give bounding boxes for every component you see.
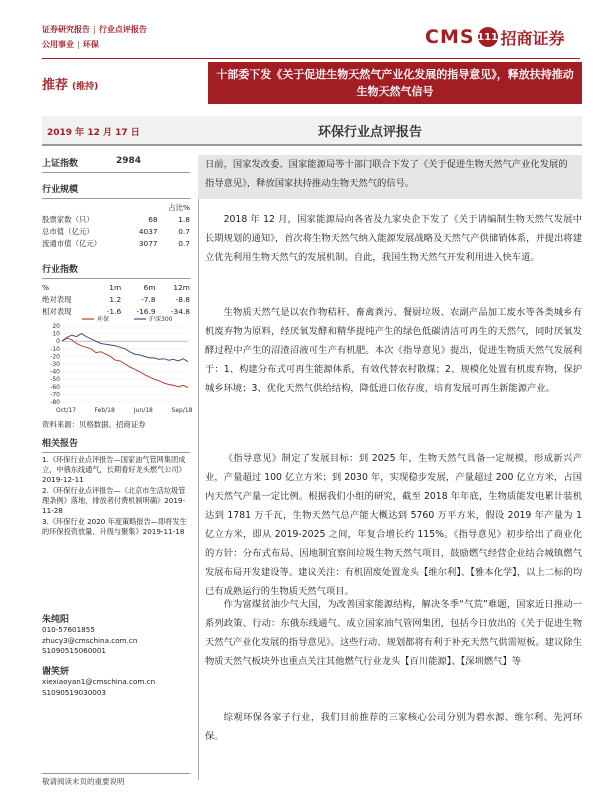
table-row [42, 281, 190, 293]
table-cell: -1.6 [106, 306, 122, 316]
chart-xtick-label: Jun/18 [133, 407, 153, 414]
author-phone: 010-57601855 [42, 625, 95, 634]
table-cell: 1.2 [109, 294, 122, 304]
chart-legend-label: 环保 [97, 316, 110, 323]
header-tag-type: 行业点评报告 [98, 25, 147, 34]
author-name: 谢笑妍 [42, 667, 70, 677]
paragraph-4: 作为富煤贫油少气大国，为改善国家能源结构，解决冬季“气荒”难题，国家近日推动一系列政策、行动：东俄东线通气、成立国家油气管网集团，包括今日放出的《关于促进生物天然气产业化发展的指导意见》。这些行动、规划都将有利于补充天然气供需短板。建议除生物质天然气板块外也重点关注其他燃气行业龙头【百川能源】、【深圳燃气】等 [205, 599, 582, 667]
logo-cms-text: CMS [425, 26, 475, 48]
author-block-1 [42, 612, 190, 657]
footer-note: 敬请阅读末页的重要说明 [42, 777, 125, 786]
related-title: 相关报告 [42, 439, 79, 449]
chart-ytick-label: -10 [50, 345, 60, 353]
footer-divider [42, 773, 190, 774]
table-cell: 4037 [138, 226, 158, 236]
table-row [42, 201, 190, 213]
chart-source: 资料来源：贝格数据、招商证券 [42, 420, 146, 429]
chart-ytick-label: -70 [50, 391, 60, 399]
table-cell: 绝对表现 [42, 294, 72, 304]
report-header-tags [42, 22, 147, 52]
rating-label: 推荐 [42, 78, 69, 93]
related-report-item[interactable]: 2.《环保行业点评报告—《北京市生活垃圾管理条例》落地，排放者付费机制明确》2019-11-28 [42, 486, 186, 515]
index-label: 上证指数 [42, 159, 79, 169]
performance-chart [42, 314, 193, 416]
rating-sub: (维持) [72, 82, 99, 92]
table-row [42, 225, 190, 237]
related-report-item[interactable]: 3.《环保行业 2020 年度策略报告—即将发生的环保投资放量、升级与聚集》2019-11-18 [42, 517, 187, 536]
chart-ytick-label: -80 [50, 399, 60, 406]
table-row [42, 293, 190, 305]
chart-series-line-hs300 [62, 334, 188, 362]
author-name: 朱纯阳 [42, 615, 70, 625]
paragraph-2: 生物质天然气是以农作物秸秆、畜禽粪污、餐厨垃圾、农副产品加工废水等各类城乡有机废弃物为原料，经厌氧发酵和精华提纯产生的绿色低碳清洁可再生的天然气，同时厌氧发酵过程中产生的沼渣沼液可生产有机肥。本次《指导意见》提出，促进生物质天然气发展利于：1、构建分布式可再生能源体系，有效代替农村散煤；2、规模化处置有机废弃物，保护城乡环境；3、优化天然气供给结构，降低进口依存度，培育发展可再生新能源产业。 [205, 307, 582, 394]
chart-svg [42, 314, 193, 416]
chart-xtick-label: Feb/18 [94, 407, 115, 414]
author-email[interactable]: zhucy3@cmschina.com.cn [42, 635, 138, 645]
header-divider [42, 58, 580, 59]
table-cell: -8.8 [175, 294, 190, 304]
chart-ytick-label: 20 [52, 323, 60, 330]
related-reports [42, 436, 190, 537]
industry-scale [42, 182, 190, 249]
rating [42, 74, 98, 93]
table-cell: % [42, 282, 50, 292]
author-block-2 [42, 664, 190, 698]
divider [42, 278, 190, 279]
chart-legend-label: 沪深300 [149, 316, 173, 323]
header-line-2: 公用事业 | 环保 [42, 40, 99, 49]
table-cell: 流通市值（亿元） [42, 238, 102, 248]
chart-ytick-label: -60 [50, 383, 60, 391]
chart-xtick-label: Sep/18 [171, 407, 193, 414]
divider [42, 172, 190, 173]
chart-ytick-label: 0 [56, 338, 60, 346]
chart-ytick-label: -50 [50, 376, 60, 384]
header-tag-sector: 公用事业 [42, 40, 74, 49]
industry-performance [42, 262, 190, 317]
index-block [42, 156, 190, 173]
chart-ytick-label: -30 [50, 361, 60, 368]
chart-xtick-label: Oct/17 [55, 407, 77, 414]
scale-col-header: 占比% [168, 202, 190, 212]
report-date: 2019 年 12 月 17 日 [47, 128, 140, 138]
table-cell: 0.7 [178, 238, 190, 248]
perf-table [42, 281, 190, 317]
table-cell: 股票家数（只） [42, 214, 94, 224]
table-row [42, 237, 190, 249]
column-divider [198, 155, 199, 780]
author-license: S1090519030003 [42, 687, 107, 697]
table-cell: -7.8 [141, 294, 156, 304]
summary-box: 日前，国家发改委、国家能源局等十部门联合下发了《关于促进生物天然气产业化发展的指导意见》，释放国家扶持推动生物天然气的信号。 [198, 155, 582, 199]
table-row [42, 213, 190, 225]
paragraph-1: 2018 年 12 月，国家能源局向各省及九家央企下发了《关于请编制生物天然气发展中长期规划的通知》，首次将生物天然气纳入能源发展战略及天然气产供储销体系，并提出将建立优先利用生物天然气的发展机制。自此，我国生物天然气开发利用进入快车道。 [205, 214, 582, 263]
chart-ytick-label: -20 [50, 353, 60, 361]
author-license: S1090515060001 [42, 646, 107, 655]
table-cell: 68 [148, 214, 158, 224]
table-cell: 1m [109, 282, 122, 292]
table-cell: 总市值（亿元） [42, 226, 94, 236]
author-email[interactable]: xiexiaoyan1@cmschina.com.cn [42, 677, 156, 686]
paragraph-3: 《指导意见》制定了发展目标：到 2025 年，生物天然气具备一定规模，形成新兴产业，产量超过 100 亿立方米；到 2030 年，实现稳步发展，产量超过 200 亿立方米，占国内天然气产量一定比例。根据我们小组的研究，截至 2018 年年底，生物质能发电累计装机达到 1781 万千瓦，生物天然气总产能大概达到 5760 万平方米，假设 2019 年产量为 1 亿立方米，即从 2019-2025 之间，年复合增长约 115%。《指导意见》初步给出了商业化的方针：分布式布局、因地制宜察间垃圾生物天然气项目，鼓励燃气经营企业结合城镇燃气发展布局开发建设等。建议关注：有机固废处置龙头【维尔利】、【雅本化学】，以上二标的均已有成熟运行的生物质天然气项目。 [205, 453, 582, 597]
chart-ytick-label: 10 [52, 330, 60, 338]
table-cell: -34.8 [170, 306, 190, 316]
scale-title: 行业规模 [42, 185, 79, 195]
table-cell: 0.7 [178, 226, 190, 236]
index-value: 2984 [116, 156, 142, 166]
header-tag-subsector: 环保 [82, 40, 99, 49]
table-cell: 相对表现 [42, 306, 72, 316]
table-cell: 6m [143, 282, 156, 292]
table-cell: 12m [173, 282, 190, 292]
chart-series-line-env [62, 338, 188, 387]
divider [42, 198, 190, 199]
report-type: 环保行业点评报告 [318, 125, 423, 140]
header-tag-research: 证券研究报告 [42, 25, 90, 34]
chart-ytick-label: -40 [50, 368, 60, 376]
perf-title: 行业指数 [42, 265, 79, 275]
related-report-item[interactable]: 1.《环保行业点评报告—国家油气管网集团成立，中俄东线通气，长期看好龙头燃气公司》2019-12-11 [42, 455, 186, 484]
scale-table [42, 201, 190, 249]
logo-company-name: 招商证券 [500, 28, 565, 48]
report-title: 十部委下发《关于促进生物天然气产业化发展的指导意见》，释放扶持推动生物天然气信号 [208, 62, 582, 104]
header-line-1: 证券研究报告 | 行业点评报告 [42, 25, 147, 34]
table-cell: -16.9 [136, 306, 156, 316]
table-cell: 3077 [138, 238, 158, 248]
cms-logo [425, 22, 565, 52]
divider [42, 452, 190, 453]
paragraph-5: 综观环保各家子行业，我们目前推荐的三家核心公司分别为碧水源、维尔利、先河环保。 [205, 712, 582, 742]
table-cell: 1.8 [178, 214, 190, 224]
logo-badge-icon: 111 [478, 27, 498, 47]
